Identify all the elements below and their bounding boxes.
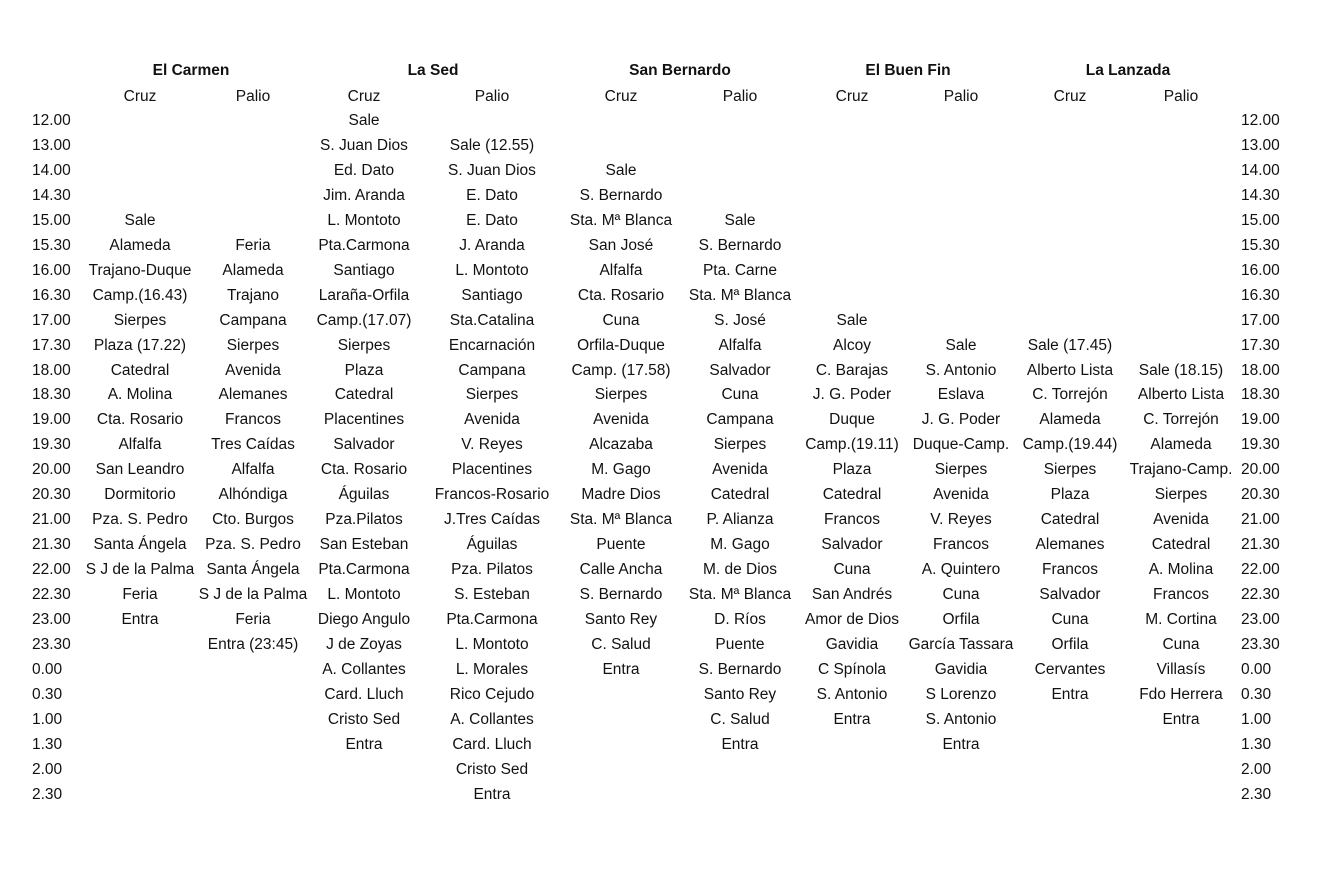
schedule-cell: Orfila xyxy=(942,611,980,628)
schedule-cell: Camp.(19.11) xyxy=(805,436,899,453)
schedule-cell: Sierpes xyxy=(934,461,988,478)
schedule-cell: S. Bernardo xyxy=(698,237,782,254)
time-label-left: 13.00 xyxy=(32,137,71,154)
schedule-cell: Alemanes xyxy=(1035,536,1105,553)
schedule-cell: S. José xyxy=(714,312,766,329)
schedule-cell: Puente xyxy=(715,636,765,653)
time-label-right: 22.00 xyxy=(1241,561,1280,578)
schedule-cell: Sale xyxy=(124,212,156,229)
schedule-cell: Avenida xyxy=(1153,511,1209,528)
schedule-cell: S. Antonio xyxy=(816,686,888,703)
schedule-cell: Francos xyxy=(933,536,989,553)
time-label-left: 16.00 xyxy=(32,262,71,279)
schedule-cell: Entra xyxy=(1051,686,1089,703)
schedule-cell: Entra xyxy=(1162,711,1200,728)
schedule-cell: Avenida xyxy=(593,411,649,428)
schedule-cell: Sale xyxy=(945,337,977,354)
subheader-palio: Palio xyxy=(722,88,758,105)
schedule-cell: Alberto Lista xyxy=(1026,362,1114,379)
time-label-left: 21.00 xyxy=(32,511,71,528)
schedule-cell: Sale xyxy=(605,162,637,179)
schedule-cell: Pza. Pilatos xyxy=(451,561,533,578)
schedule-cell: Avenida xyxy=(712,461,768,478)
time-label-right: 12.00 xyxy=(1241,112,1280,129)
schedule-cell: J. G. Poder xyxy=(921,411,1001,428)
schedule-cell: Gavidia xyxy=(825,636,879,653)
schedule-cell: A. Collantes xyxy=(450,711,534,728)
schedule-cell: Sierpes xyxy=(226,337,280,354)
time-label-right: 14.30 xyxy=(1241,187,1280,204)
schedule-cell: C. Torrejón xyxy=(1032,386,1108,403)
schedule-cell: Campana xyxy=(706,411,774,428)
schedule-cell: Placentines xyxy=(451,461,533,478)
time-label-left: 20.30 xyxy=(32,486,71,503)
schedule-cell: S Lorenzo xyxy=(925,686,997,703)
schedule-cell: Catedral xyxy=(710,486,770,503)
schedule-cell: Pta.Carmona xyxy=(318,237,410,254)
time-label-right: 2.00 xyxy=(1241,761,1272,778)
schedule-cell: Pza.Pilatos xyxy=(325,511,403,528)
brotherhood-header: La Sed xyxy=(407,62,459,79)
time-label-right: 20.30 xyxy=(1241,486,1280,503)
schedule-cell: Puente xyxy=(596,536,646,553)
schedule-cell: Alcazaba xyxy=(589,436,653,453)
time-label-left: 15.30 xyxy=(32,237,71,254)
schedule-cell: Cta. Rosario xyxy=(577,287,665,304)
schedule-cell: Sta. Mª Blanca xyxy=(688,586,792,603)
schedule-cell: Camp.(16.43) xyxy=(92,287,188,304)
subheader-cruz: Cruz xyxy=(835,88,869,105)
time-label-left: 18.00 xyxy=(32,362,71,379)
schedule-cell: S. Juan Dios xyxy=(448,162,536,179)
brotherhood-header: El Carmen xyxy=(152,62,230,79)
schedule-cell: J. G. Poder xyxy=(812,386,892,403)
schedule-cell: Laraña-Orfila xyxy=(318,287,410,304)
subheader-palio: Palio xyxy=(235,88,271,105)
schedule-cell: S. Juan Dios xyxy=(320,137,408,154)
schedule-cell: Sierpes xyxy=(713,436,767,453)
schedule-cell: Entra xyxy=(721,736,759,753)
schedule-cell: Alameda xyxy=(109,237,171,254)
schedule-cell: Águilas xyxy=(466,536,518,553)
schedule-cell: Entra xyxy=(345,736,383,753)
schedule-cell: Alemanes xyxy=(218,386,288,403)
schedule-cell: Francos xyxy=(1042,561,1098,578)
schedule-cell: M. Gago xyxy=(710,536,770,553)
subheader-palio: Palio xyxy=(1163,88,1199,105)
schedule-cell: Salvador xyxy=(709,362,771,379)
time-label-left: 17.00 xyxy=(32,312,71,329)
schedule-cell: M. de Dios xyxy=(702,561,778,578)
schedule-cell: P. Alianza xyxy=(706,511,774,528)
schedule-cell: Cervantes xyxy=(1034,661,1106,678)
schedule-cell: Pta. Carne xyxy=(702,262,778,279)
schedule-cell: Sta.Catalina xyxy=(449,312,535,329)
schedule-cell: Trajano-Duque xyxy=(88,262,192,279)
schedule-cell: E. Dato xyxy=(466,187,518,204)
time-label-right: 18.00 xyxy=(1241,362,1280,379)
time-label-right: 15.00 xyxy=(1241,212,1280,229)
schedule-cell: Francos xyxy=(824,511,880,528)
time-label-left: 2.00 xyxy=(32,761,63,778)
schedule-cell: Alfalfa xyxy=(718,337,762,354)
schedule-cell: Campana xyxy=(458,362,526,379)
schedule-cell: Card. Lluch xyxy=(324,686,404,703)
schedule-cell: Sale (17.45) xyxy=(1027,337,1113,354)
schedule-cell: Entra xyxy=(942,736,980,753)
schedule-cell: Avenida xyxy=(464,411,520,428)
schedule-cell: A. Collantes xyxy=(322,661,406,678)
schedule-cell: Amor de Dios xyxy=(805,611,899,628)
schedule-cell: J.Tres Caídas xyxy=(444,511,540,528)
time-label-left: 16.30 xyxy=(32,287,71,304)
schedule-cell: Entra (23:45) xyxy=(207,636,299,653)
schedule-cell: Catedral xyxy=(1040,511,1100,528)
schedule-cell: Salvador xyxy=(333,436,395,453)
time-label-left: 22.00 xyxy=(32,561,71,578)
schedule-cell: V. Reyes xyxy=(930,511,992,528)
schedule-cell: Avenida xyxy=(225,362,281,379)
schedule-cell: Sale (18.15) xyxy=(1138,362,1224,379)
schedule-cell: Trajano xyxy=(227,287,279,304)
schedule-cell: Pta.Carmona xyxy=(318,561,410,578)
schedule-cell: Cto. Burgos xyxy=(212,511,294,528)
schedule-cell: Campana xyxy=(219,312,287,329)
subheader-cruz: Cruz xyxy=(1053,88,1087,105)
time-label-left: 12.00 xyxy=(32,112,71,129)
schedule-cell: M. Gago xyxy=(591,461,651,478)
schedule-cell: Camp.(17.07) xyxy=(316,312,412,329)
time-label-left: 23.30 xyxy=(32,636,71,653)
schedule-cell: Diego Angulo xyxy=(317,611,411,628)
schedule-cell: Sale (12.55) xyxy=(449,137,535,154)
schedule-cell: Sale xyxy=(348,112,380,129)
schedule-cell: Alhóndiga xyxy=(218,486,288,503)
schedule-cell: Catedral xyxy=(1151,536,1211,553)
time-label-left: 1.00 xyxy=(32,711,63,728)
schedule-cell: Pza. S. Pedro xyxy=(92,511,188,528)
schedule-cell: Gavidia xyxy=(934,661,988,678)
time-label-right: 19.30 xyxy=(1241,436,1280,453)
schedule-cell: Orfila-Duque xyxy=(577,337,665,354)
schedule-cell: S. Antonio xyxy=(925,711,997,728)
schedule-cell: L. Montoto xyxy=(455,636,529,653)
schedule-cell: J de Zoyas xyxy=(326,636,402,653)
schedule-cell: Placentines xyxy=(323,411,405,428)
schedule-cell: Trajano-Camp. xyxy=(1129,461,1233,478)
schedule-cell: Entra xyxy=(473,786,511,803)
schedule-cell: Encarnación xyxy=(448,337,536,354)
time-label-right: 22.30 xyxy=(1241,586,1280,603)
time-label-left: 19.00 xyxy=(32,411,71,428)
schedule-cell: Entra xyxy=(121,611,159,628)
schedule-cell: Salvador xyxy=(1039,586,1101,603)
time-label-left: 2.30 xyxy=(32,786,63,803)
time-label-right: 17.30 xyxy=(1241,337,1280,354)
time-label-left: 21.30 xyxy=(32,536,71,553)
schedule-cell: Santo Rey xyxy=(584,611,658,628)
schedule-cell: Feria xyxy=(235,237,271,254)
schedule-cell: Camp. (17.58) xyxy=(571,362,671,379)
time-label-left: 15.00 xyxy=(32,212,71,229)
schedule-cell: Fdo Herrera xyxy=(1139,686,1223,703)
schedule-cell: Sierpes xyxy=(1043,461,1097,478)
schedule-cell: Rico Cejudo xyxy=(449,686,535,703)
schedule-cell: Santa Ángela xyxy=(206,561,300,578)
time-label-right: 17.00 xyxy=(1241,312,1280,329)
schedule-cell: Sierpes xyxy=(594,386,648,403)
schedule-cell: Cuna xyxy=(942,586,980,603)
schedule-cell: Cristo Sed xyxy=(327,711,401,728)
schedule-cell: San Esteban xyxy=(319,536,409,553)
schedule-cell: D. Ríos xyxy=(714,611,766,628)
schedule-cell: Alfalfa xyxy=(231,461,275,478)
schedule-cell: Eslava xyxy=(937,386,985,403)
time-label-left: 0.30 xyxy=(32,686,63,703)
schedule-cell: Cuna xyxy=(602,312,640,329)
schedule-cell: Plaza xyxy=(1050,486,1090,503)
schedule-cell: Dormitorio xyxy=(104,486,176,503)
schedule-cell: Alcoy xyxy=(833,337,871,354)
schedule-cell: S J de la Palma xyxy=(198,586,308,603)
schedule-cell: Águilas xyxy=(338,486,390,503)
time-label-left: 20.00 xyxy=(32,461,71,478)
schedule-cell: Feria xyxy=(122,586,158,603)
time-label-right: 16.00 xyxy=(1241,262,1280,279)
schedule-cell: Catedral xyxy=(822,486,882,503)
schedule-cell: Cuna xyxy=(721,386,759,403)
schedule-cell: Sierpes xyxy=(113,312,167,329)
schedule-cell: Sale xyxy=(724,212,756,229)
schedule-cell: Duque xyxy=(829,411,875,428)
schedule-cell: Cuna xyxy=(1051,611,1089,628)
schedule-cell: Cristo Sed xyxy=(455,761,529,778)
schedule-cell: Avenida xyxy=(933,486,989,503)
schedule-cell: C Spínola xyxy=(817,661,887,678)
time-label-right: 21.30 xyxy=(1241,536,1280,553)
schedule-cell: L. Montoto xyxy=(327,212,401,229)
schedule-cell: Tres Caídas xyxy=(211,436,295,453)
schedule-cell: Cuna xyxy=(833,561,871,578)
schedule-cell: L. Montoto xyxy=(327,586,401,603)
schedule-cell: Francos xyxy=(1153,586,1209,603)
schedule-cell: San José xyxy=(588,237,654,254)
time-label-right: 19.00 xyxy=(1241,411,1280,428)
time-label-right: 20.00 xyxy=(1241,461,1280,478)
schedule-cell: Cuna xyxy=(1162,636,1200,653)
schedule-cell: Catedral xyxy=(334,386,394,403)
schedule-cell: Plaza xyxy=(344,362,384,379)
schedule-cell: C. Salud xyxy=(591,636,651,653)
schedule-cell: Cta. Rosario xyxy=(96,411,184,428)
schedule-cell: C. Salud xyxy=(710,711,770,728)
schedule-cell: Sta. Mª Blanca xyxy=(569,511,673,528)
schedule-cell: Santiago xyxy=(333,262,395,279)
time-label-right: 0.00 xyxy=(1241,661,1272,678)
schedule-cell: Feria xyxy=(235,611,271,628)
subheader-cruz: Cruz xyxy=(604,88,638,105)
schedule-cell: L. Morales xyxy=(455,661,529,678)
schedule-cell: Santiago xyxy=(461,287,523,304)
schedule-cell: Pta.Carmona xyxy=(446,611,538,628)
time-label-right: 14.00 xyxy=(1241,162,1280,179)
schedule-cell: Jim. Aranda xyxy=(323,187,405,204)
schedule-cell: Plaza xyxy=(832,461,872,478)
schedule-cell: Sierpes xyxy=(1154,486,1208,503)
time-label-left: 23.00 xyxy=(32,611,71,628)
schedule-cell: Alberto Lista xyxy=(1137,386,1225,403)
schedule-cell: A. Molina xyxy=(1148,561,1214,578)
schedule-cell: Alameda xyxy=(1039,411,1101,428)
schedule-cell: A. Molina xyxy=(107,386,173,403)
schedule-cell: E. Dato xyxy=(466,212,518,229)
time-label-left: 14.30 xyxy=(32,187,71,204)
brotherhood-header: El Buen Fin xyxy=(865,62,951,79)
time-label-right: 23.30 xyxy=(1241,636,1280,653)
subheader-cruz: Cruz xyxy=(347,88,381,105)
schedule-cell: Pza. S. Pedro xyxy=(205,536,301,553)
schedule-cell: Sierpes xyxy=(465,386,519,403)
schedule-cell: Entra xyxy=(833,711,871,728)
schedule-cell: Calle Ancha xyxy=(579,561,663,578)
schedule-cell: Alameda xyxy=(1150,436,1212,453)
schedule-cell: C. Torrejón xyxy=(1143,411,1219,428)
schedule-cell: S. Esteban xyxy=(454,586,530,603)
schedule-cell: Francos-Rosario xyxy=(434,486,550,503)
schedule-cell: Francos xyxy=(225,411,281,428)
schedule-cell: Alameda xyxy=(222,262,284,279)
schedule-cell: Catedral xyxy=(110,362,170,379)
time-label-right: 2.30 xyxy=(1241,786,1272,803)
schedule-cell: S. Antonio xyxy=(925,362,997,379)
schedule-cell: Sale xyxy=(836,312,868,329)
brotherhood-header: La Lanzada xyxy=(1085,62,1171,79)
subheader-palio: Palio xyxy=(474,88,510,105)
time-label-left: 19.30 xyxy=(32,436,71,453)
schedule-cell: S J de la Palma xyxy=(85,561,195,578)
schedule-cell: S. Bernardo xyxy=(579,187,663,204)
schedule-cell: Orfila xyxy=(1051,636,1089,653)
schedule-cell: J. Aranda xyxy=(459,237,525,254)
schedule-cell: Santo Rey xyxy=(703,686,777,703)
schedule-cell: Plaza (17.22) xyxy=(93,337,187,354)
schedule-cell: Sta. Mª Blanca xyxy=(688,287,792,304)
schedule-cell: Sierpes xyxy=(337,337,391,354)
time-label-right: 16.30 xyxy=(1241,287,1280,304)
schedule-cell: San Andrés xyxy=(811,586,893,603)
time-label-right: 1.30 xyxy=(1241,736,1272,753)
schedule-cell: A. Quintero xyxy=(921,561,1001,578)
schedule-cell: García Tassara xyxy=(908,636,1014,653)
schedule-cell: Cta. Rosario xyxy=(320,461,408,478)
time-label-left: 18.30 xyxy=(32,386,71,403)
schedule-cell: M. Cortina xyxy=(1145,611,1217,628)
schedule-cell: Villasís xyxy=(1156,661,1206,678)
time-label-right: 18.30 xyxy=(1241,386,1280,403)
time-label-right: 15.30 xyxy=(1241,237,1280,254)
schedule-cell: Alfalfa xyxy=(599,262,643,279)
schedule-cell: Madre Dios xyxy=(581,486,661,503)
schedule-cell: Ed. Dato xyxy=(333,162,395,179)
time-label-left: 0.00 xyxy=(32,661,63,678)
schedule-cell: Camp.(19.44) xyxy=(1022,436,1118,453)
time-label-left: 22.30 xyxy=(32,586,71,603)
time-label-right: 0.30 xyxy=(1241,686,1272,703)
time-label-left: 17.30 xyxy=(32,337,71,354)
time-label-left: 14.00 xyxy=(32,162,71,179)
schedule-cell: Duque-Camp. xyxy=(912,436,1010,453)
schedule-cell: Salvador xyxy=(821,536,883,553)
schedule-cell: Alfalfa xyxy=(118,436,162,453)
schedule-cell: Card. Lluch xyxy=(452,736,532,753)
brotherhood-header: San Bernardo xyxy=(629,62,731,79)
schedule-cell: Sta. Mª Blanca xyxy=(569,212,673,229)
schedule-cell: S. Bernardo xyxy=(579,586,663,603)
time-label-right: 1.00 xyxy=(1241,711,1272,728)
schedule-cell: Entra xyxy=(602,661,640,678)
time-label-right: 23.00 xyxy=(1241,611,1280,628)
schedule-cell: C. Barajas xyxy=(815,362,889,379)
subheader-palio: Palio xyxy=(943,88,979,105)
time-label-right: 21.00 xyxy=(1241,511,1280,528)
time-label-right: 13.00 xyxy=(1241,137,1280,154)
schedule-cell: San Leandro xyxy=(95,461,185,478)
schedule-cell: Santa Ángela xyxy=(93,536,187,553)
schedule-cell: V. Reyes xyxy=(461,436,523,453)
schedule-cell: L. Montoto xyxy=(455,262,529,279)
subheader-cruz: Cruz xyxy=(123,88,157,105)
time-label-left: 1.30 xyxy=(32,736,63,753)
schedule-cell: S. Bernardo xyxy=(698,661,782,678)
